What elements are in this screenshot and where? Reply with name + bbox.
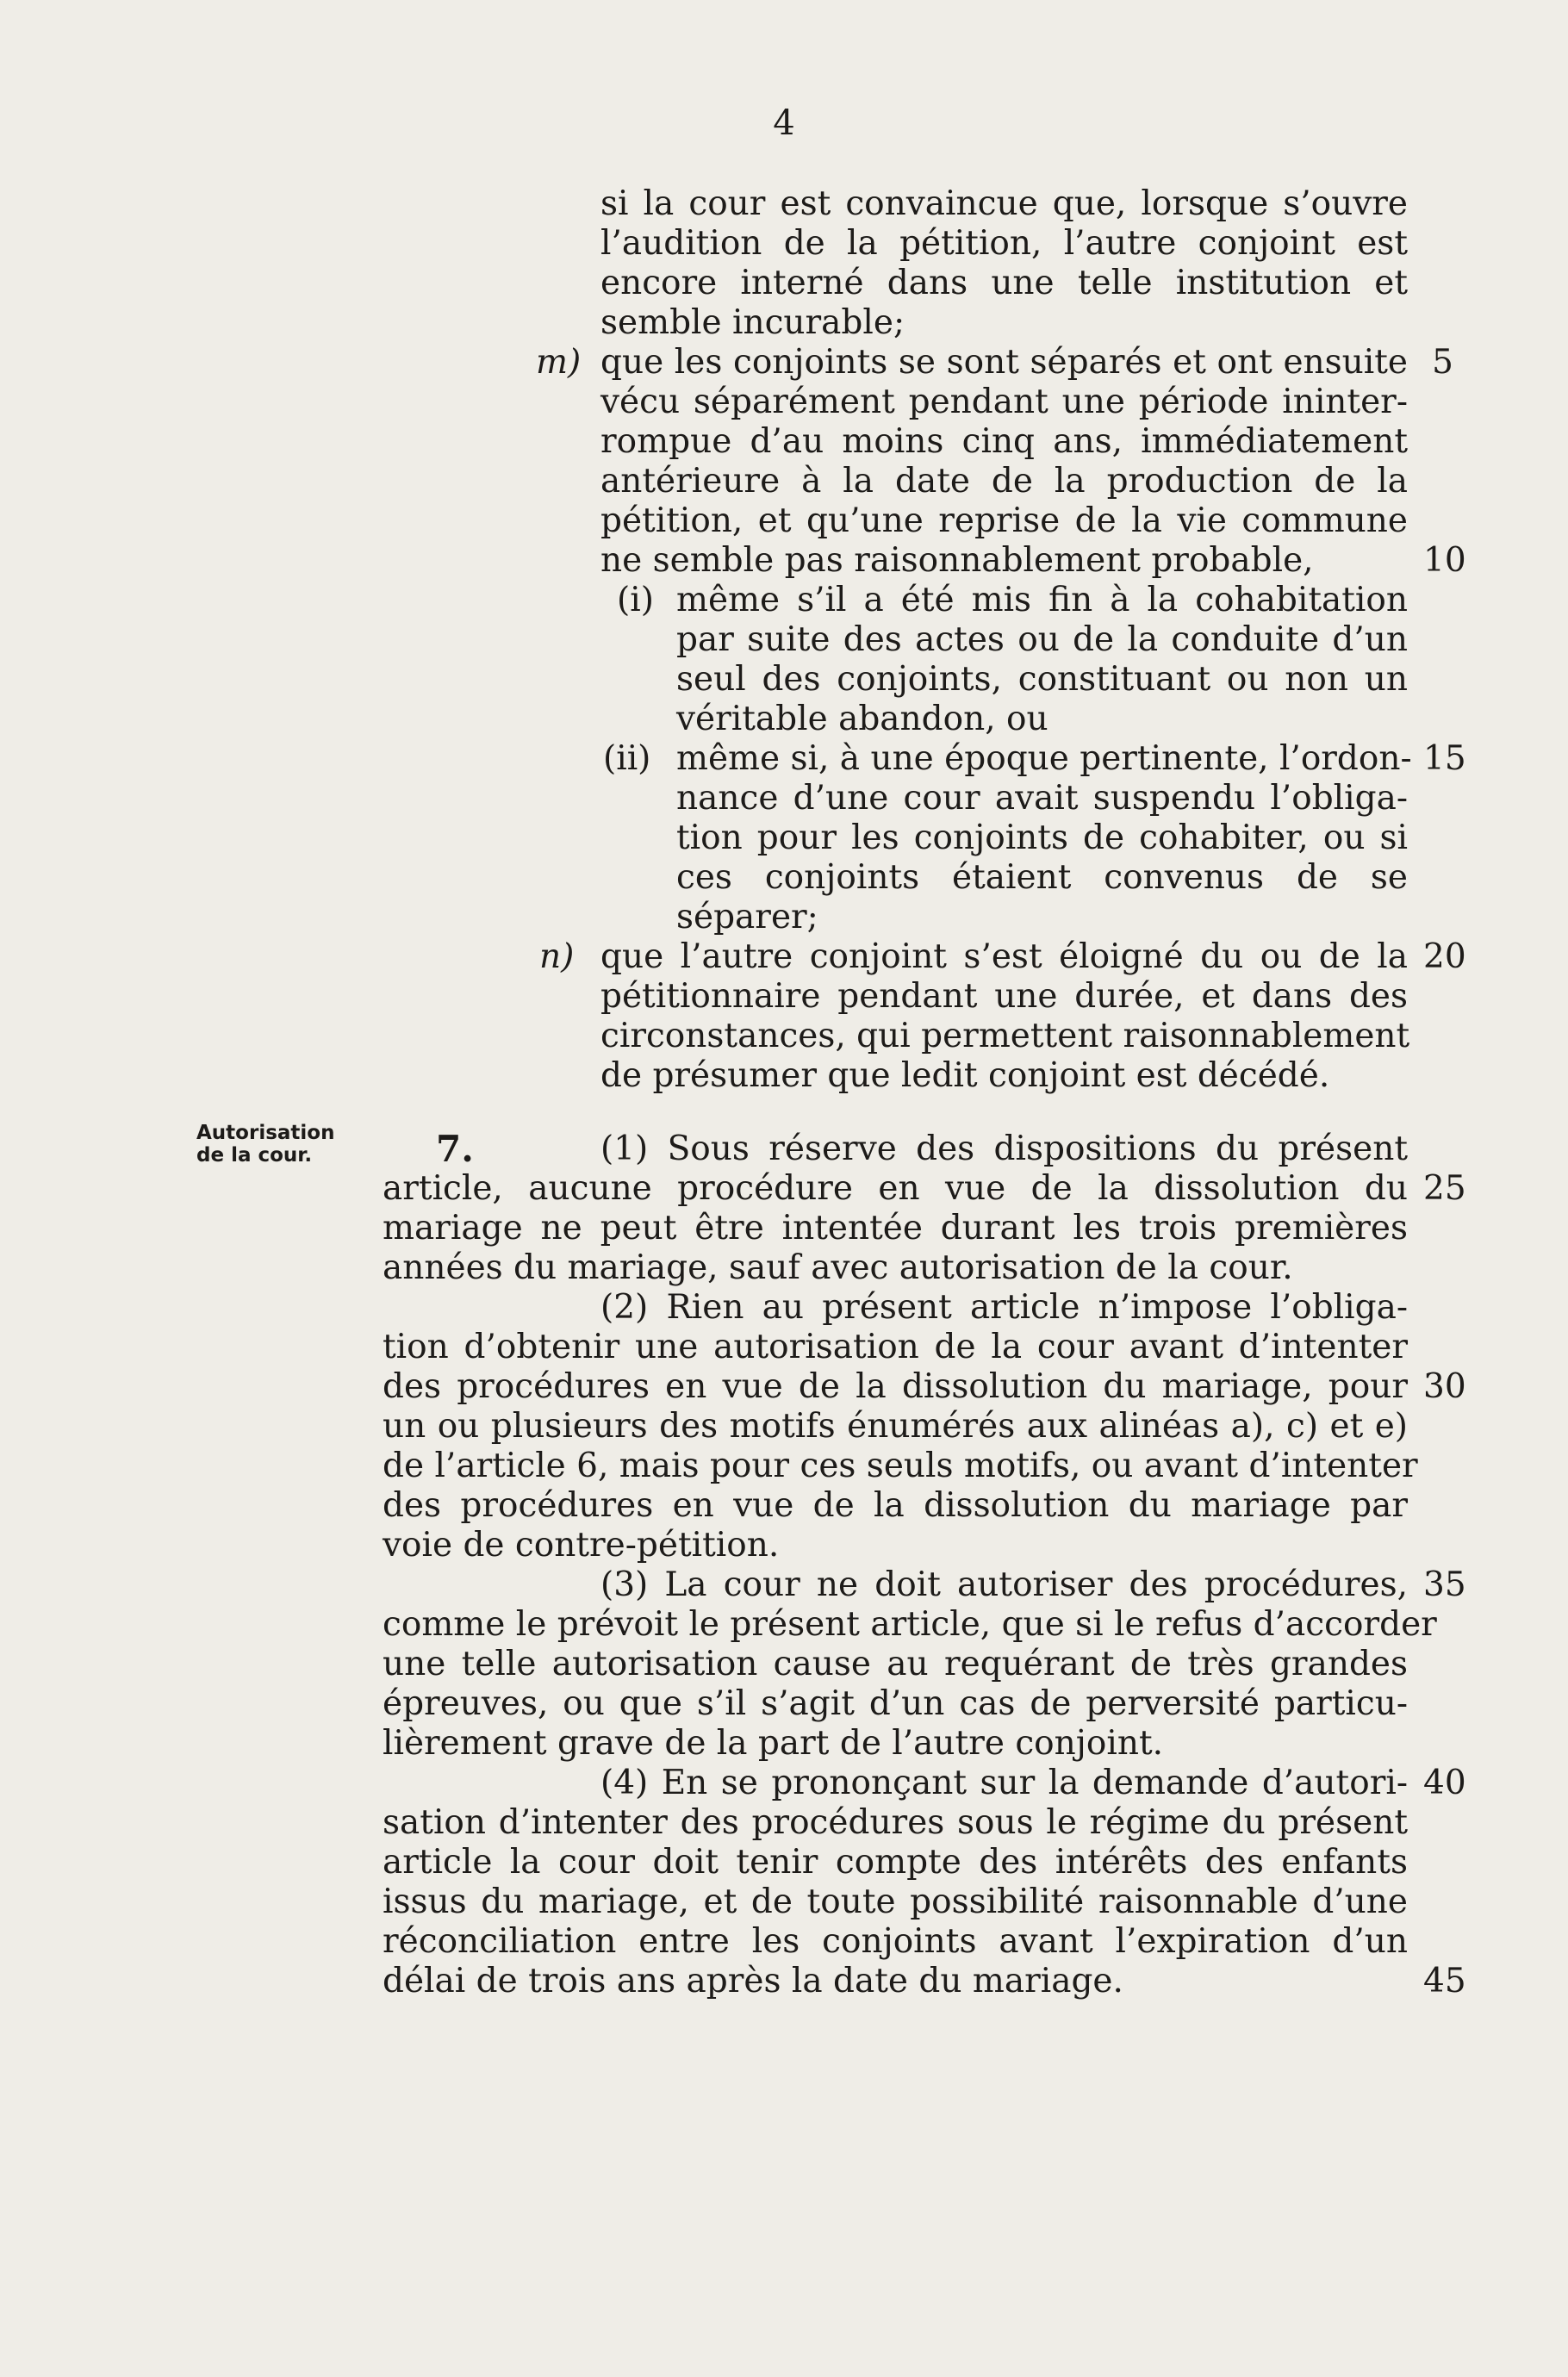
text-line: une telle autorisation cause au requérant de très grandes xyxy=(383,1645,1408,1683)
line-number: 30 xyxy=(1423,1367,1466,1406)
text-line: comme le prévoit le présent article, que si le refus d’accorder xyxy=(383,1605,1437,1644)
text-line: encore interné dans une telle institution et xyxy=(600,264,1408,302)
text-line: véritable abandon, ou xyxy=(676,700,1048,738)
line-number: 45 xyxy=(1423,1962,1466,2001)
text-line: épreuves, ou que s’il s’agit d’un cas de perversité particu- xyxy=(383,1684,1408,1723)
side-note xyxy=(196,1122,352,1167)
text-line: même s’il a été mis fin à la cohabitation xyxy=(676,581,1408,619)
text-line: par suite des actes ou de la conduite d’un xyxy=(676,620,1408,659)
line-number: 40 xyxy=(1423,1764,1466,1802)
side-note-line: Autorisation xyxy=(196,1122,335,1144)
text-line: sation d’intenter des procédures sous le régime du présent xyxy=(383,1803,1408,1842)
text-line: ne semble pas raisonnablement probable, xyxy=(600,541,1314,580)
text-line: ces conjoints étaient convenus de se xyxy=(676,858,1408,897)
article-number: 7. xyxy=(436,1128,474,1170)
page-number: 4 xyxy=(773,103,795,143)
text-line: issus du mariage, et de toute possibilité raisonnable d’une xyxy=(383,1882,1408,1921)
text-line: que les conjoints se sont séparés et ont ensuite xyxy=(600,343,1408,382)
text-line: l’audition de la pétition, l’autre conjoint est xyxy=(600,224,1408,263)
text-line: rompue d’au moins cinq ans, immédiatement xyxy=(600,422,1408,461)
item-label: m) xyxy=(536,343,582,382)
text-line: que l’autre conjoint s’est éloigné du ou de la xyxy=(600,937,1408,976)
text-line: même si, à une époque pertinente, l’ordon- xyxy=(676,739,1412,778)
text-line: (4) En se prononçant sur la demande d’autori- xyxy=(600,1764,1408,1802)
line-number: 35 xyxy=(1423,1565,1466,1604)
text-line: (2) Rien au présent article n’impose l’obliga- xyxy=(600,1288,1408,1327)
text-line: lièrement grave de la part de l’autre conjoint. xyxy=(383,1724,1164,1763)
text-line: (3) La cour ne doit autoriser des procédures, xyxy=(600,1565,1408,1604)
text-line: pétition, et qu’une reprise de la vie commune xyxy=(600,501,1408,540)
text-line: article, aucune procédure en vue de la dissolution du xyxy=(383,1169,1408,1208)
text-line: article la cour doit tenir compte des intérêts des enfants xyxy=(383,1843,1408,1882)
text-line: tion pour les conjoints de cohabiter, ou si xyxy=(676,818,1408,857)
text-line: antérieure à la date de la production de la xyxy=(600,462,1408,501)
line-number: 10 xyxy=(1423,541,1466,580)
line-number: 5 xyxy=(1432,343,1453,382)
text-line: un ou plusieurs des motifs énumérés aux alinéas a), c) et e) xyxy=(383,1407,1408,1446)
text-line: séparer; xyxy=(676,898,818,936)
text-line: des procédures en vue de la dissolution du mariage par xyxy=(383,1486,1408,1525)
line-number: 15 xyxy=(1423,739,1466,778)
text-line: nance d’une cour avait suspendu l’obliga- xyxy=(676,779,1408,818)
text-line: de présumer que ledit conjoint est décédé. xyxy=(600,1056,1330,1095)
text-line: (1) Sous réserve des dispositions du présent xyxy=(600,1129,1408,1168)
item-label: n) xyxy=(539,937,575,976)
text-line: si la cour est convaincue que, lorsque s’ouvre xyxy=(600,184,1408,223)
side-note-line: de la cour. xyxy=(196,1144,313,1167)
text-line: circonstances, qui permettent raisonnablement xyxy=(600,1017,1410,1055)
text-line: voie de contre-pétition. xyxy=(383,1526,780,1565)
text-line: délai de trois ans après la date du mariage. xyxy=(383,1962,1123,2001)
text-line: tion d’obtenir une autorisation de la cour avant d’intenter xyxy=(383,1328,1408,1366)
text-line: seul des conjoints, constituant ou non un xyxy=(676,660,1408,699)
subitem-label: (i) xyxy=(617,581,654,619)
text-line: réconciliation entre les conjoints avant l’expiration d’un xyxy=(383,1922,1408,1961)
text-line: de l’article 6, mais pour ces seuls motifs, ou avant d’intenter xyxy=(383,1447,1418,1485)
text-line: mariage ne peut être intentée durant les trois premières xyxy=(383,1209,1408,1248)
line-number: 20 xyxy=(1423,937,1466,976)
text-line: semble incurable; xyxy=(600,303,905,342)
text-line: vécu séparément pendant une période ininter- xyxy=(600,383,1408,421)
text-line: années du mariage, sauf avec autorisation de la cour. xyxy=(383,1248,1293,1287)
line-number: 25 xyxy=(1423,1169,1466,1208)
text-line: des procédures en vue de la dissolution du mariage, pour xyxy=(383,1367,1408,1406)
text-line: pétitionnaire pendant une durée, et dans des xyxy=(600,977,1408,1016)
subitem-label: (ii) xyxy=(603,739,651,778)
